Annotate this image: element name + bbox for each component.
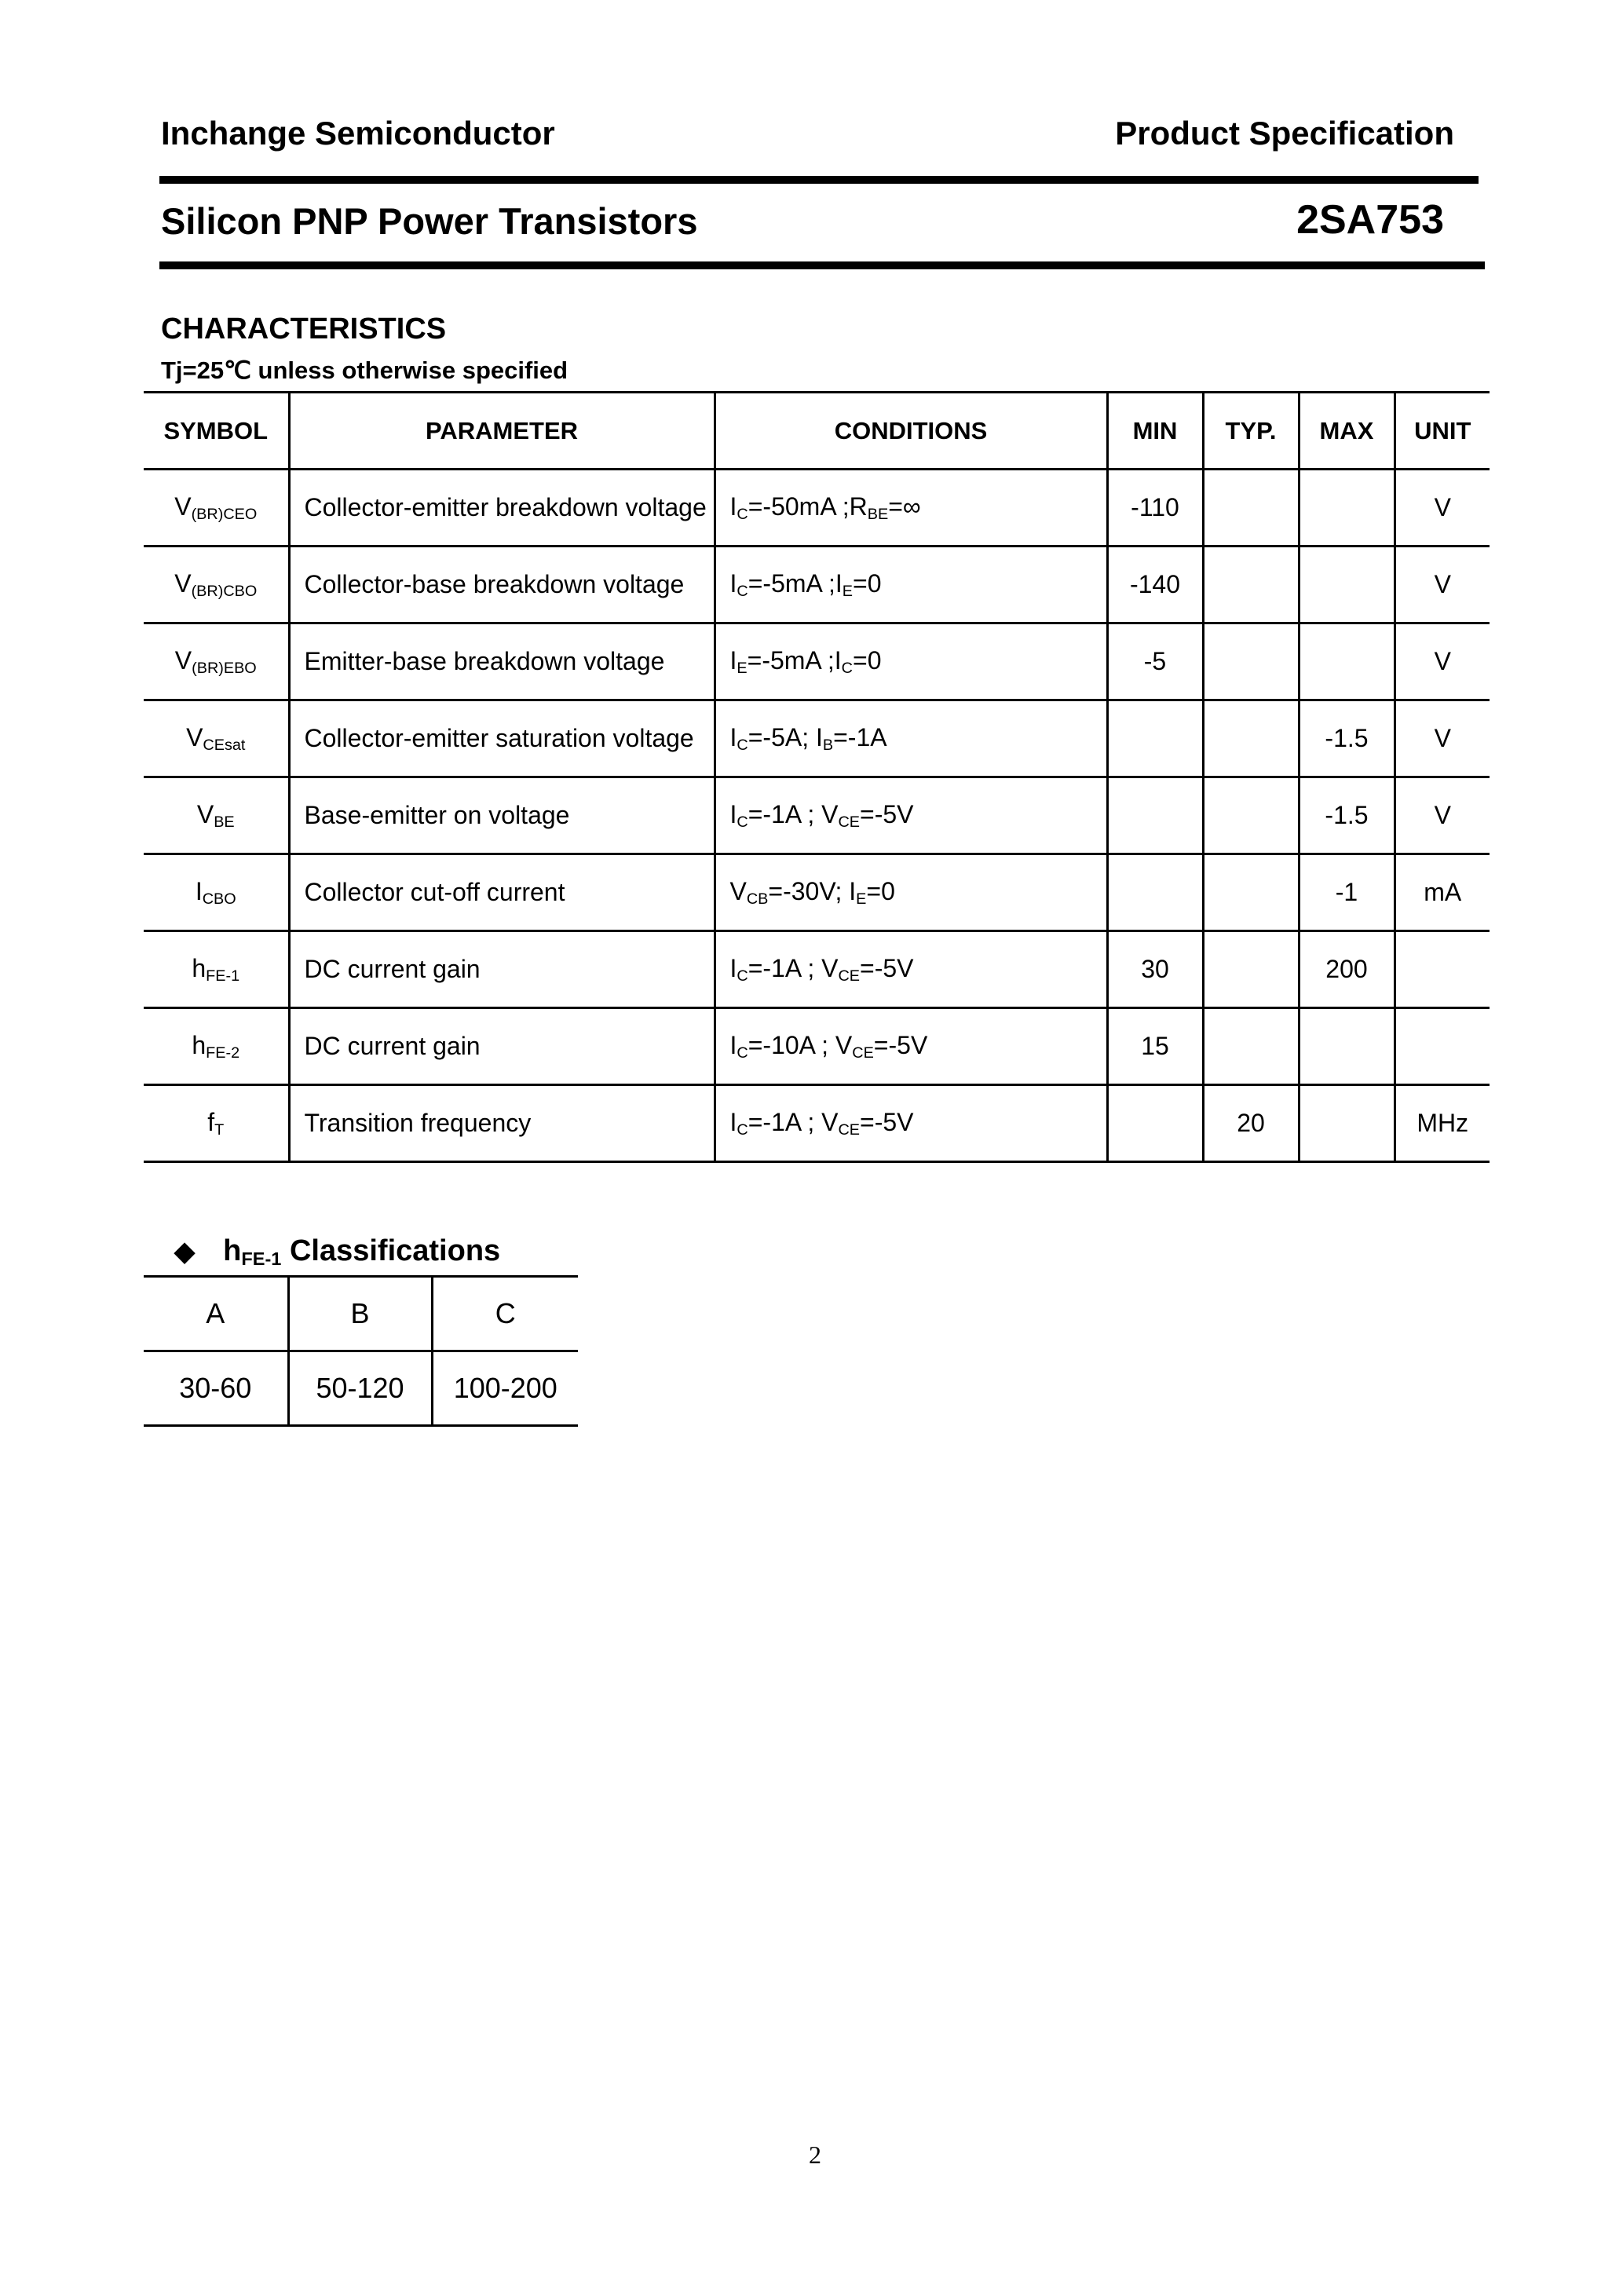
condition-text: =0 xyxy=(866,876,895,905)
condition-subscript: C xyxy=(737,582,748,600)
condition-subscript: CE xyxy=(838,813,860,831)
conditions-cell xyxy=(715,1085,1107,1162)
condition-subscript: C xyxy=(841,659,853,677)
condition-subscript: CB xyxy=(746,890,769,908)
condition-text: =-10A ; V xyxy=(748,1030,853,1059)
classifications-title-rest: Classifications xyxy=(281,1234,501,1267)
parameter-cell: DC current gain xyxy=(289,931,715,1008)
max-cell xyxy=(1299,1008,1395,1085)
conditions-cell xyxy=(715,700,1107,777)
typ-cell xyxy=(1203,700,1299,777)
max-cell: 200 xyxy=(1299,931,1395,1008)
parameter-cell: DC current gain xyxy=(289,1008,715,1085)
condition-text: =-5mA ;I xyxy=(748,569,843,598)
symbol-cell xyxy=(144,931,289,1008)
unit-cell: V xyxy=(1395,623,1490,700)
condition-text: =-1A ; V xyxy=(748,953,839,982)
table-row xyxy=(144,700,1490,777)
symbol-subscript: T xyxy=(214,1121,225,1139)
min-cell xyxy=(1107,1085,1203,1162)
table-header-row xyxy=(144,393,1490,470)
col-header-symbol: SYMBOL xyxy=(144,393,289,470)
class-value-c: 100-200 xyxy=(432,1351,578,1426)
condition-subscript: C xyxy=(737,736,748,754)
symbol-base: f xyxy=(207,1107,215,1136)
classifications-table xyxy=(144,1275,578,1427)
condition-text: I xyxy=(729,722,737,751)
condition-text: I xyxy=(729,569,737,598)
condition-note: Tj=25℃ unless otherwise specified xyxy=(161,356,568,384)
condition-text: =-50mA ;R xyxy=(748,492,868,521)
typ-cell xyxy=(1203,470,1299,547)
condition-subscript: CE xyxy=(838,1121,860,1139)
max-cell xyxy=(1299,547,1395,623)
class-header-b: B xyxy=(288,1277,432,1351)
condition-subscript: C xyxy=(737,1121,748,1139)
classifications-title-base: h xyxy=(223,1234,242,1267)
table-row xyxy=(144,931,1490,1008)
header-rule-bottom xyxy=(159,261,1485,269)
classifications-title-sub: FE-1 xyxy=(241,1248,282,1269)
parameter-cell: Collector cut-off current xyxy=(289,854,715,931)
condition-subscript: C xyxy=(737,813,748,831)
symbol-cell xyxy=(144,470,289,547)
typ-cell xyxy=(1203,1008,1299,1085)
unit-cell: mA xyxy=(1395,854,1490,931)
table-row xyxy=(144,854,1490,931)
condition-subscript: E xyxy=(842,582,853,600)
conditions-cell xyxy=(715,547,1107,623)
table-row xyxy=(144,470,1490,547)
condition-subscript: E xyxy=(737,659,748,677)
condition-text: V xyxy=(729,876,747,905)
class-header-c: C xyxy=(432,1277,578,1351)
symbol-subscript: CBO xyxy=(202,890,236,908)
table-row xyxy=(144,777,1490,854)
condition-text: =-1A xyxy=(833,722,887,751)
col-header-conditions: CONDITIONS xyxy=(715,393,1107,470)
condition-text: =-5V xyxy=(860,799,914,828)
condition-text: =0 xyxy=(853,569,882,598)
min-cell xyxy=(1107,854,1203,931)
condition-text: I xyxy=(729,492,737,521)
conditions-cell xyxy=(715,623,1107,700)
max-cell: -1 xyxy=(1299,854,1395,931)
classifications-heading xyxy=(174,1234,500,1270)
section-title: CHARACTERISTICS xyxy=(161,313,447,345)
condition-text: =-5mA ;I xyxy=(747,645,842,675)
condition-subscript: C xyxy=(737,505,748,523)
conditions-cell xyxy=(715,854,1107,931)
typ-cell xyxy=(1203,854,1299,931)
min-cell: 15 xyxy=(1107,1008,1203,1085)
symbol-base: h xyxy=(192,953,207,982)
symbol-subscript: FE-2 xyxy=(206,1044,240,1062)
unit-cell: V xyxy=(1395,700,1490,777)
part-number: 2SA753 xyxy=(1296,197,1444,243)
parameter-cell: Emitter-base breakdown voltage xyxy=(289,623,715,700)
class-value-a: 30-60 xyxy=(144,1351,288,1426)
condition-subscript: C xyxy=(737,1044,748,1062)
condition-text: =0 xyxy=(853,645,882,675)
col-header-parameter: PARAMETER xyxy=(289,393,715,470)
symbol-subscript: (BR)CEO xyxy=(191,505,258,523)
col-header-max: MAX xyxy=(1299,393,1395,470)
parameter-cell: Collector-base breakdown voltage xyxy=(289,547,715,623)
table-row xyxy=(144,547,1490,623)
unit-cell: MHz xyxy=(1395,1085,1490,1162)
parameter-cell: Base-emitter on voltage xyxy=(289,777,715,854)
typ-cell xyxy=(1203,931,1299,1008)
max-cell: -1.5 xyxy=(1299,700,1395,777)
symbol-cell xyxy=(144,623,289,700)
min-cell xyxy=(1107,700,1203,777)
symbol-cell xyxy=(144,777,289,854)
classifications-header-row xyxy=(144,1277,578,1351)
unit-cell xyxy=(1395,1008,1490,1085)
parameter-cell: Transition frequency xyxy=(289,1085,715,1162)
symbol-base: V xyxy=(196,799,214,828)
col-header-typ: TYP. xyxy=(1203,393,1299,470)
symbol-base: I xyxy=(195,876,203,905)
unit-cell: V xyxy=(1395,547,1490,623)
condition-text: I xyxy=(729,1030,737,1059)
symbol-subscript: FE-1 xyxy=(206,967,240,985)
min-cell: -140 xyxy=(1107,547,1203,623)
typ-cell: 20 xyxy=(1203,1085,1299,1162)
symbol-base: h xyxy=(192,1030,207,1059)
unit-cell xyxy=(1395,931,1490,1008)
condition-text: I xyxy=(729,953,737,982)
condition-text: I xyxy=(729,799,737,828)
col-header-unit: UNIT xyxy=(1395,393,1490,470)
condition-text: =-5V xyxy=(860,1107,914,1136)
typ-cell xyxy=(1203,777,1299,854)
characteristics-table xyxy=(144,391,1490,1163)
typ-cell xyxy=(1203,623,1299,700)
header-rule-top xyxy=(159,176,1479,184)
condition-subscript: CE xyxy=(852,1044,874,1062)
condition-subscript: CE xyxy=(838,967,860,985)
symbol-subscript: (BR)CBO xyxy=(191,582,258,600)
max-cell: -1.5 xyxy=(1299,777,1395,854)
symbol-cell xyxy=(144,1085,289,1162)
min-cell xyxy=(1107,777,1203,854)
page-number: 2 xyxy=(809,2141,821,2169)
condition-text: =∞ xyxy=(888,492,921,521)
symbol-cell xyxy=(144,1008,289,1085)
condition-subscript: C xyxy=(737,967,748,985)
conditions-cell xyxy=(715,470,1107,547)
condition-text: =-1A ; V xyxy=(748,799,839,828)
table-row xyxy=(144,1008,1490,1085)
min-cell: -110 xyxy=(1107,470,1203,547)
table-row xyxy=(144,1085,1490,1162)
col-header-min: MIN xyxy=(1107,393,1203,470)
max-cell xyxy=(1299,470,1395,547)
condition-text: =-30V; I xyxy=(768,876,857,905)
parameter-cell: Collector-emitter saturation voltage xyxy=(289,700,715,777)
condition-text: I xyxy=(729,645,737,675)
class-header-a: A xyxy=(144,1277,288,1351)
conditions-cell xyxy=(715,931,1107,1008)
condition-text: =-1A ; V xyxy=(748,1107,839,1136)
symbol-base: V xyxy=(174,492,192,521)
symbol-cell xyxy=(144,547,289,623)
conditions-cell xyxy=(715,777,1107,854)
condition-subscript: E xyxy=(856,890,867,908)
max-cell xyxy=(1299,1085,1395,1162)
condition-text: =-5V xyxy=(860,953,914,982)
unit-cell: V xyxy=(1395,470,1490,547)
symbol-subscript: CEsat xyxy=(203,736,246,754)
unit-cell: V xyxy=(1395,777,1490,854)
company-name: Inchange Semiconductor xyxy=(161,115,555,152)
symbol-subscript: BE xyxy=(214,813,235,831)
condition-text: I xyxy=(729,1107,737,1136)
parameter-cell: Collector-emitter breakdown voltage xyxy=(289,470,715,547)
product-line-title: Silicon PNP Power Transistors xyxy=(161,200,698,242)
document-type: Product Specification xyxy=(1115,115,1454,152)
min-cell: 30 xyxy=(1107,931,1203,1008)
table-row xyxy=(144,623,1490,700)
condition-subscript: B xyxy=(822,736,834,754)
characteristics-body xyxy=(144,470,1490,1162)
diamond-bullet-icon: ◆ xyxy=(174,1237,196,1267)
symbol-base: V xyxy=(174,569,192,598)
condition-text: =-5V xyxy=(873,1030,928,1059)
symbol-cell xyxy=(144,700,289,777)
symbol-base: V xyxy=(186,722,203,751)
classifications-value-row xyxy=(144,1351,578,1426)
typ-cell xyxy=(1203,547,1299,623)
min-cell: -5 xyxy=(1107,623,1203,700)
class-value-b: 50-120 xyxy=(288,1351,432,1426)
symbol-subscript: (BR)EBO xyxy=(192,659,257,677)
max-cell xyxy=(1299,623,1395,700)
symbol-cell xyxy=(144,854,289,931)
condition-subscript: BE xyxy=(867,505,889,523)
symbol-base: V xyxy=(174,645,192,675)
conditions-cell xyxy=(715,1008,1107,1085)
condition-text: =-5A; I xyxy=(748,722,823,751)
